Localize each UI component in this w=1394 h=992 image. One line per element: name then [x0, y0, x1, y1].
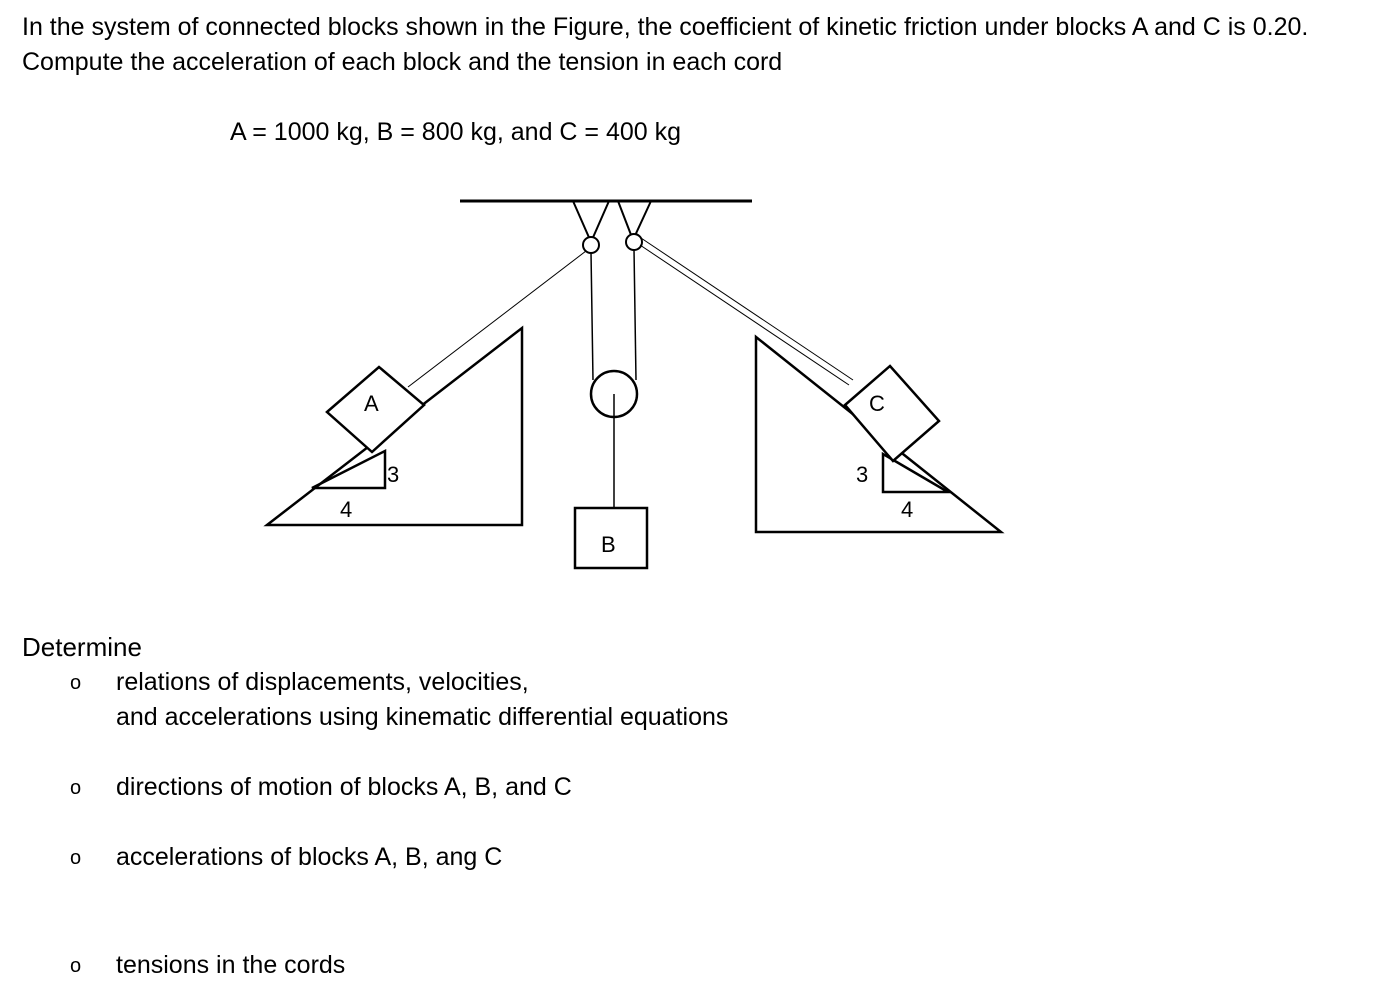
- block-c-label: C: [869, 391, 885, 416]
- right-slope-rise-label: 3: [856, 462, 869, 487]
- problem-statement-line-2: Compute the acceleration of each block and the tension in each cord: [22, 48, 783, 76]
- mass-values: A = 1000 kg, B = 800 kg, and C = 400 kg: [230, 118, 682, 146]
- right-fixed-pulley: [626, 234, 642, 250]
- determine-item-4: tensions in the cords: [116, 951, 346, 979]
- bullet-2: o: [70, 777, 82, 799]
- cord-right-vertical: [634, 249, 636, 380]
- block-a-label: A: [364, 391, 379, 416]
- cord-c-to-pulley: [641, 238, 853, 380]
- bullet-4: o: [70, 955, 82, 977]
- right-slope-run-label: 4: [901, 497, 914, 522]
- bullet-1: o: [70, 672, 82, 694]
- left-slope-rise-label: 3: [387, 462, 400, 487]
- determine-heading: Determine: [22, 632, 142, 662]
- bullet-3: o: [70, 847, 82, 869]
- left-slope-indicator: [312, 451, 385, 488]
- left-slope-run-label: 4: [340, 497, 353, 522]
- block-c: [845, 366, 939, 461]
- block-b-label: B: [601, 532, 616, 557]
- left-pulley-hanger: [573, 201, 609, 242]
- cord-c-to-pulley-inner: [640, 245, 849, 385]
- determine-item-2: directions of motion of blocks A, B, and C: [116, 773, 572, 801]
- cord-left-vertical: [591, 252, 593, 380]
- cord-a-to-pulley: [408, 251, 586, 387]
- determine-item-1-line-2: and accelerations using kinematic differential equations: [116, 703, 729, 731]
- determine-item-1-line-1: relations of displacements, velocities,: [116, 668, 529, 696]
- left-fixed-pulley: [583, 237, 599, 253]
- problem-statement-line-1: In the system of connected blocks shown in the Figure, the coefficient of kinetic friction under blocks A and C is 0.20.: [22, 13, 1309, 41]
- determine-item-3: accelerations of blocks A, B, ang C: [116, 843, 503, 871]
